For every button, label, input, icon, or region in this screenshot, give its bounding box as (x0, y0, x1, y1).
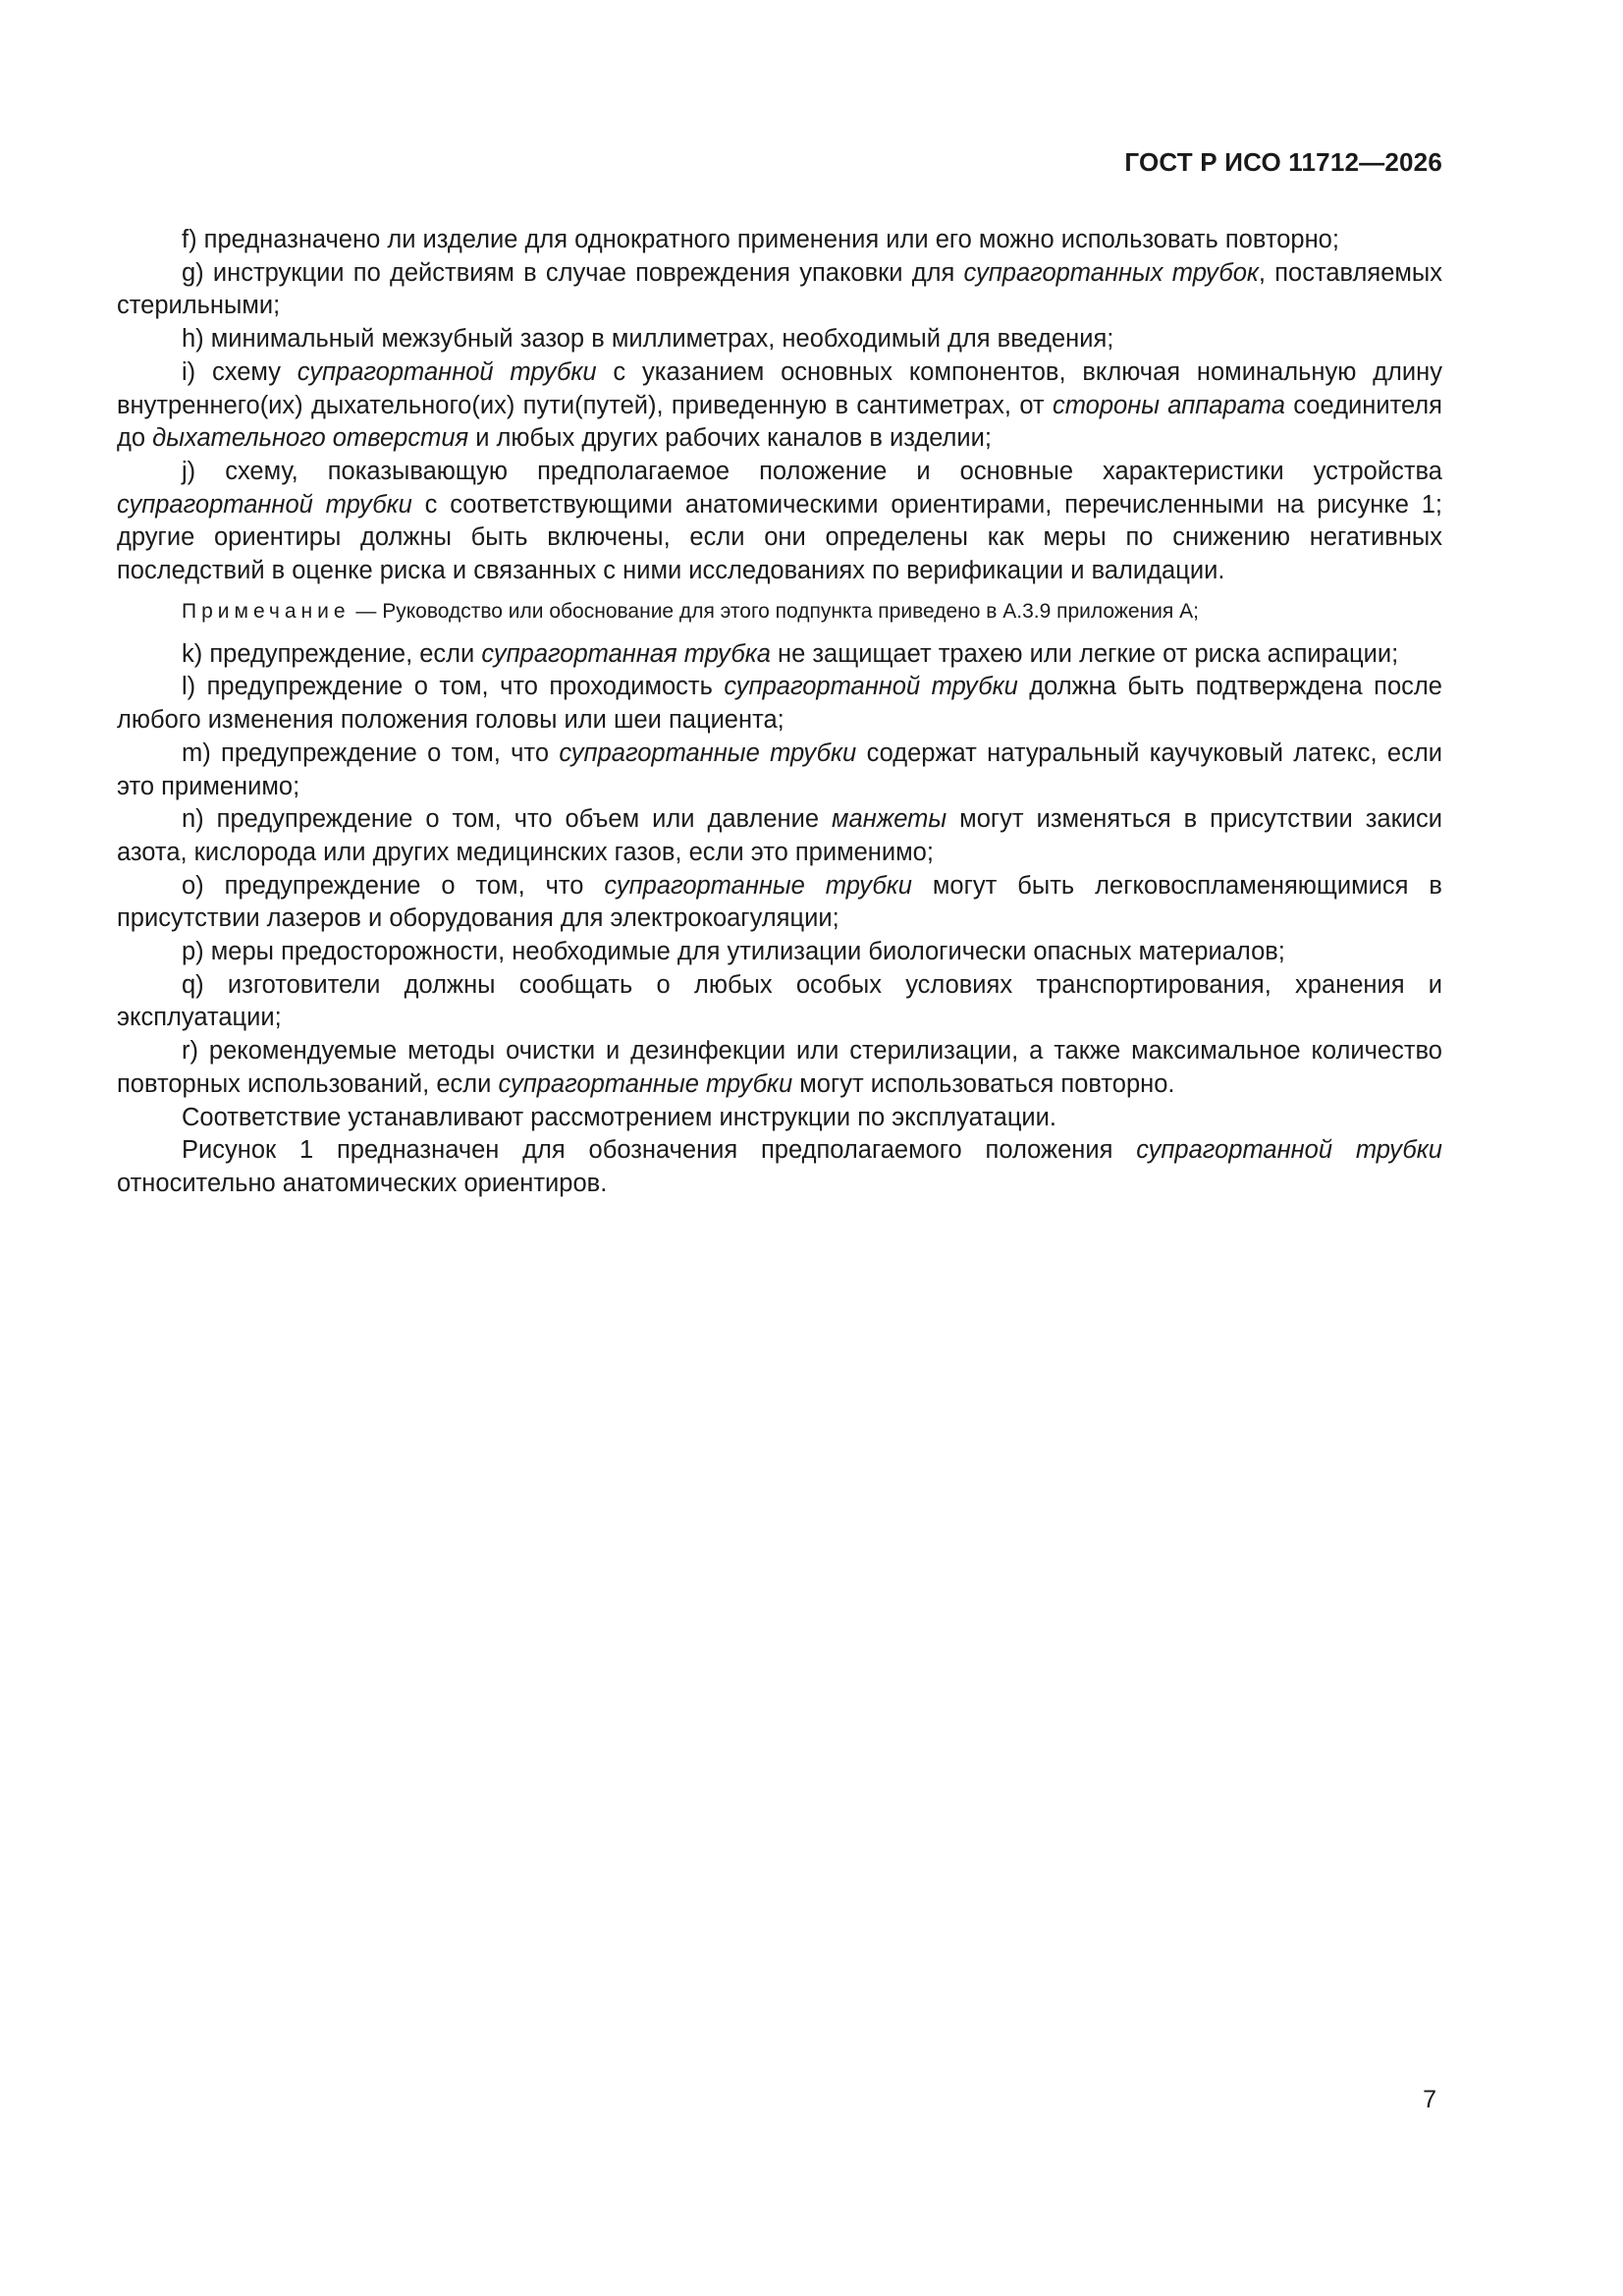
body-paragraph (117, 803, 1442, 869)
paragraph-list-after-note (117, 638, 1442, 1201)
body-paragraph (117, 671, 1442, 737)
body-paragraph (117, 1102, 1442, 1135)
italic-term: супрагортанной трубки (117, 490, 412, 519)
text-run: содержат натуральный каучуковый латекс, если это применимо; (117, 738, 1442, 800)
text-run: i) схему (182, 357, 298, 386)
body-paragraph (117, 969, 1442, 1035)
body-paragraph (117, 224, 1442, 257)
text-run: Рисунок 1 предназначен для обозначения предполагаемого положения (182, 1136, 1137, 1165)
text-run: соединителя до (117, 391, 1442, 453)
note-text: — Руководство или обоснование для этого подпункта приведено в А.3.9 приложения А; (350, 599, 1199, 623)
text-run: f) предназначено ли изделие для однократного применения или его можно использовать повторно; (182, 226, 1339, 253)
italic-term: супрагортанные трубки (559, 738, 857, 767)
body-paragraph (117, 738, 1442, 803)
body-paragraph (117, 1035, 1442, 1101)
italic-term: стороны аппарата (1052, 391, 1285, 419)
body-paragraph (117, 936, 1442, 969)
text-run: не защищает трахею или легкие от риска аспирации; (770, 639, 1399, 668)
text-run: o) предупреждение о том, что (182, 871, 605, 900)
standard-code-header: ГОСТ Р ИСО 11712—2026 (1124, 147, 1442, 177)
text-run: могут быть легковоспламеняющимися в присутствии лазеров и оборудования для электрокоагуляции; (117, 871, 1442, 933)
text-run: могут изменяться в присутствии закиси азота, кислорода или других медицинских газов, если это применимо; (117, 805, 1442, 866)
italic-term: дыхательного отверстия (152, 424, 469, 453)
italic-term: супрагортанных трубок (963, 258, 1259, 287)
note-label: Примечание (182, 599, 351, 623)
italic-term: супрагортанной трубки (1136, 1136, 1442, 1165)
body-paragraph (117, 257, 1442, 323)
italic-term: супрагортанные трубки (498, 1069, 793, 1098)
note-paragraph (117, 597, 1442, 627)
text-run: с указанием основных компонентов, включая номинальную длину внутреннего(их) дыхательного(их) пути(путей), приведенную в сантиметрах, от (117, 357, 1442, 419)
italic-term: манжеты (832, 805, 947, 834)
text-run: и любых других рабочих каналов в изделии; (468, 424, 993, 453)
page-number: 7 (1423, 2086, 1436, 2113)
body-paragraph (117, 870, 1442, 936)
body-paragraph (117, 1134, 1442, 1200)
body-paragraph (117, 456, 1442, 588)
italic-term: супрагортанная трубка (481, 639, 771, 668)
text-run: , поставляемых стерильными; (117, 258, 1442, 320)
paragraph-list-before-note (117, 224, 1442, 588)
text-run: r) рекомендуемые методы очистки и дезинфекции или стерилизации, а также максимальное количество повторных использований, если (117, 1037, 1442, 1098)
text-run: должна быть подтверждена после любого изменения положения головы или шеи пациента; (117, 673, 1442, 735)
text-run: k) предупреждение, если (182, 639, 482, 668)
text-run: Соответствие устанавливают рассмотрением инструкции по эксплуатации. (182, 1103, 1057, 1131)
body-paragraph (117, 323, 1442, 356)
text-run: h) минимальный межзубный зазор в миллиметрах, необходимый для введения; (182, 325, 1114, 354)
text-run: g) инструкции по действиям в случае повреждения упаковки для (182, 258, 964, 287)
text-run: j) схему, показывающую предполагаемое положение и основные характеристики устройства (182, 457, 1442, 485)
italic-term: супрагортанные трубки (604, 871, 912, 900)
italic-term: супрагортанной трубки (297, 357, 597, 386)
body-paragraph (117, 356, 1442, 456)
document-body (117, 224, 1442, 1201)
italic-term: супрагортанной трубки (724, 673, 1018, 701)
text-run: n) предупреждение о том, что объем или давление (182, 805, 833, 834)
text-run: q) изготовители должны сообщать о любых особых условиях транспортирования, хранения и эксплуатации; (117, 970, 1442, 1032)
text-run: m) предупреждение о том, что (182, 738, 560, 767)
text-run: p) меры предосторожности, необходимые для утилизации биологически опасных материалов; (182, 938, 1285, 966)
text-run: могут использоваться повторно. (792, 1069, 1175, 1098)
text-run: с соответствующими анатомическими ориентирами, перечисленными на рисунке 1; другие ориентиры должны быть включены, если они определены как меры по снижению негативных последствий в оценке риска и связанных с ними исследованиях по верификации и валидации. (117, 490, 1442, 585)
body-paragraph (117, 638, 1442, 672)
text-run: l) предупреждение о том, что проходимость (182, 673, 725, 701)
text-run: относительно анатомических ориентиров. (117, 1169, 608, 1197)
